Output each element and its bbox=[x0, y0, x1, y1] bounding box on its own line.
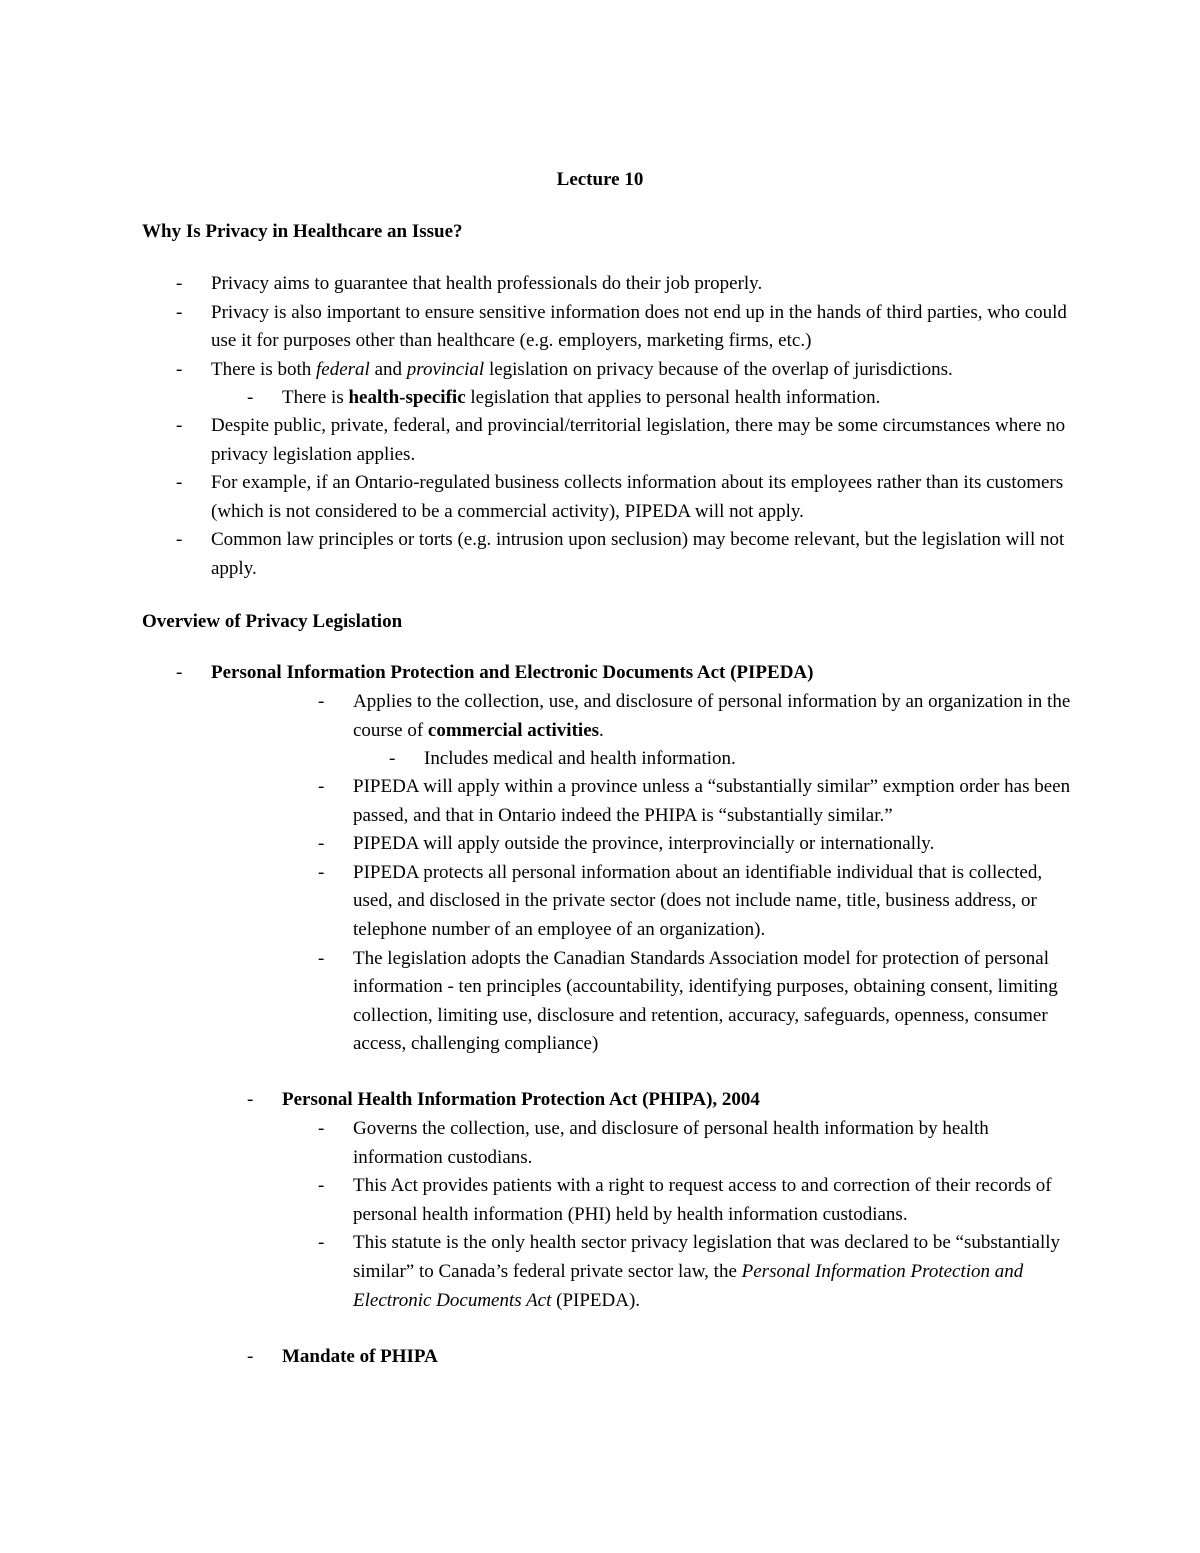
list-item: - There is health-specific legislation that applies to personal health information. bbox=[282, 384, 1082, 413]
pipeda-heading-list bbox=[211, 659, 1071, 688]
list-item: - The legislation adopts the Canadian Standards Association model for protection of personal information - ten principles (accountability, identifying purposes, obtaining consent, limiting collection, limiting use, disclosure and retention, accuracy, safeguards, openness, consumer access, challenging compliance) bbox=[353, 945, 1073, 1059]
mandate-title: - Mandate of PHIPA bbox=[282, 1343, 1082, 1372]
list-item: - PIPEDA will apply outside the province, interprovincially or internationally. bbox=[353, 830, 1073, 859]
list-item: - Common law principles or torts (e.g. intrusion upon seclusion) may become relevant, but the legislation will not apply. bbox=[211, 526, 1071, 583]
phipa-details-list bbox=[353, 1115, 1073, 1315]
list-item: - Governs the collection, use, and disclosure of personal health information by health information custodians. bbox=[353, 1115, 1073, 1172]
privacy-issue-list bbox=[211, 270, 1071, 384]
list-item: - This statute is the only health sector privacy legislation that was declared to be “substantially similar” to Canada’s federal private sector law, the Personal Information Protection and Electronic Documents Act (PIPEDA). bbox=[353, 1229, 1073, 1315]
page-title: Lecture 10 bbox=[556, 169, 644, 190]
section-heading-overview: Overview of Privacy Legislation bbox=[142, 611, 403, 632]
pipeda-details-list bbox=[353, 688, 1073, 745]
list-item: - Privacy is also important to ensure sensitive information does not end up in the hands of third parties, who could use it for purposes other than healthcare (e.g. employers, marketing firms, etc.) bbox=[211, 299, 1071, 356]
list-item: - This Act provides patients with a right to request access to and correction of their records of personal health information (PHI) held by health information custodians. bbox=[353, 1172, 1073, 1229]
list-item: - Privacy aims to guarantee that health professionals do their job properly. bbox=[211, 270, 1071, 299]
list-item: - Applies to the collection, use, and disclosure of personal information by an organization in the course of commercial activities. bbox=[353, 688, 1073, 745]
pipeda-title: - Personal Information Protection and Electronic Documents Act (PIPEDA) bbox=[211, 659, 1071, 688]
list-item: - PIPEDA protects all personal information about an identifiable individual that is collected, used, and disclosed in the private sector (does not include name, title, business address, or telephone number of an employee of an organization). bbox=[353, 859, 1073, 945]
list-item: - Despite public, private, federal, and provincial/territorial legislation, there may be some circumstances where no privacy legislation applies. bbox=[211, 412, 1071, 469]
pipeda-details-list-continued bbox=[353, 773, 1073, 1059]
list-item: - There is both federal and provincial legislation on privacy because of the overlap of jurisdictions. bbox=[211, 356, 1071, 385]
pipeda-details-sublist bbox=[424, 745, 1064, 774]
list-item: - Includes medical and health information. bbox=[424, 745, 1064, 774]
list-item: - PIPEDA will apply within a province unless a “substantially similar” exmption order has been passed, and that in Ontario indeed the PHIPA is “substantially similar.” bbox=[353, 773, 1073, 830]
mandate-heading-list bbox=[282, 1343, 1082, 1372]
privacy-issue-list-continued bbox=[211, 412, 1071, 584]
phipa-title: - Personal Health Information Protection Act (PHIPA), 2004 bbox=[282, 1086, 1082, 1115]
phipa-heading-list bbox=[282, 1086, 1082, 1115]
privacy-issue-sublist bbox=[282, 384, 1082, 413]
section-heading-privacy-issue: Why Is Privacy in Healthcare an Issue? bbox=[142, 221, 463, 242]
list-item: - For example, if an Ontario-regulated business collects information about its employees rather than its customers (which is not considered to be a commercial activity), PIPEDA will not apply. bbox=[211, 469, 1071, 526]
